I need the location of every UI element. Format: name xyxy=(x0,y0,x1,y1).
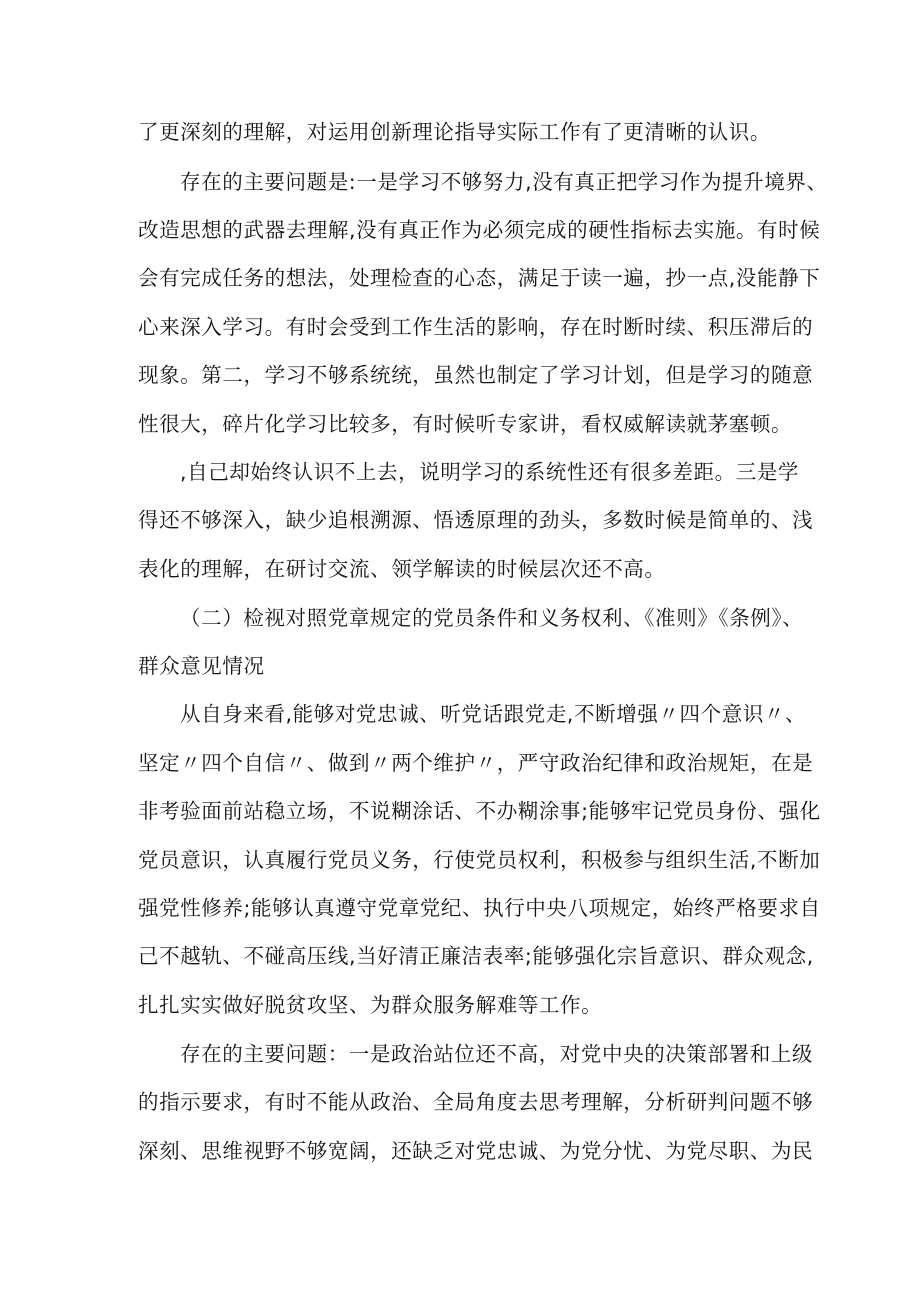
text-line: 性很大，碎片化学习比较多，有时候听专家讲，看权威解读就茅塞顿。 xyxy=(138,412,793,436)
text-line: 存在的主要问题：一是政治站位还不高，对党中央的决策部署和上级 xyxy=(180,1042,813,1066)
text-line: 心来深入学习。有时会受到工作生活的影响，存在时断时续、积压滞后的 xyxy=(138,315,814,339)
section-heading: （二）检视对照党章规定的党员条件和义务权利、《准则》《条例》、 xyxy=(180,606,804,630)
text-line: 强党性修养;能够认真遵守党章党纪、执行中央八项规定，始终严格要求自 xyxy=(138,896,821,920)
text-line: 得还不够深入，缺少追根溯源、悟透原理的劲头，多数时候是简单的、浅 xyxy=(138,508,814,532)
text-line: 现象。第二，学习不够系统统，虽然也制定了学习计划，但是学习的随意 xyxy=(138,363,814,387)
text-line: 的指示要求，有时不能从政治、全局角度去思考理解，分析研判问题不够 xyxy=(138,1090,814,1114)
text-line: 非考验面前站稳立场，不说糊涂话、不办糊涂事;能够牢记党员身份、强化 xyxy=(138,799,821,823)
text-line: 了更深刻的理解，对运用创新理论指导实际工作有了更清晰的认识。 xyxy=(138,120,771,144)
text-line: 己不越轨、不碰高压线,当好清正廉洁表率;能够强化宗旨意识、群众观念, xyxy=(138,944,814,968)
text-line: 表化的理解，在研讨交流、领学解读的时候层次还不高。 xyxy=(138,557,666,581)
text-line: 扎扎实实做好脱贫攻坚、为群众服务解难等工作。 xyxy=(138,993,603,1017)
text-line: 改造思想的武器去理解,没有真正作为必须完成的硬性指标去实施。有时候 xyxy=(138,218,821,242)
text-line: 党员意识，认真履行党员义务，行使党员权利，积极参与组织生活,不断加 xyxy=(138,848,821,872)
text-line: 存在的主要问题是:一是学习不够努力,没有真正把学习作为提升境界、 xyxy=(180,170,828,194)
text-line: 会有完成任务的想法，处理检查的心态，满足于读一遍，抄一点,没能静下 xyxy=(138,266,821,290)
text-line: 从自身来看,能够对党忠诚、听党话跟党走,不断增强〃四个意识〃、 xyxy=(180,702,807,726)
text-line: 深刻、思维视野不够宽阔，还缺乏对党忠诚、为党分忧、为党尽职、为民 xyxy=(138,1139,814,1163)
section-heading: 群众意见情况 xyxy=(138,654,265,678)
text-line: ,自己却始终认识不上去，说明学习的系统性还有很多差距。三是学 xyxy=(180,460,800,484)
text-line: 坚定〃四个自信〃、做到〃两个维护〃，严守政治纪律和政治规矩，在是 xyxy=(138,751,814,775)
